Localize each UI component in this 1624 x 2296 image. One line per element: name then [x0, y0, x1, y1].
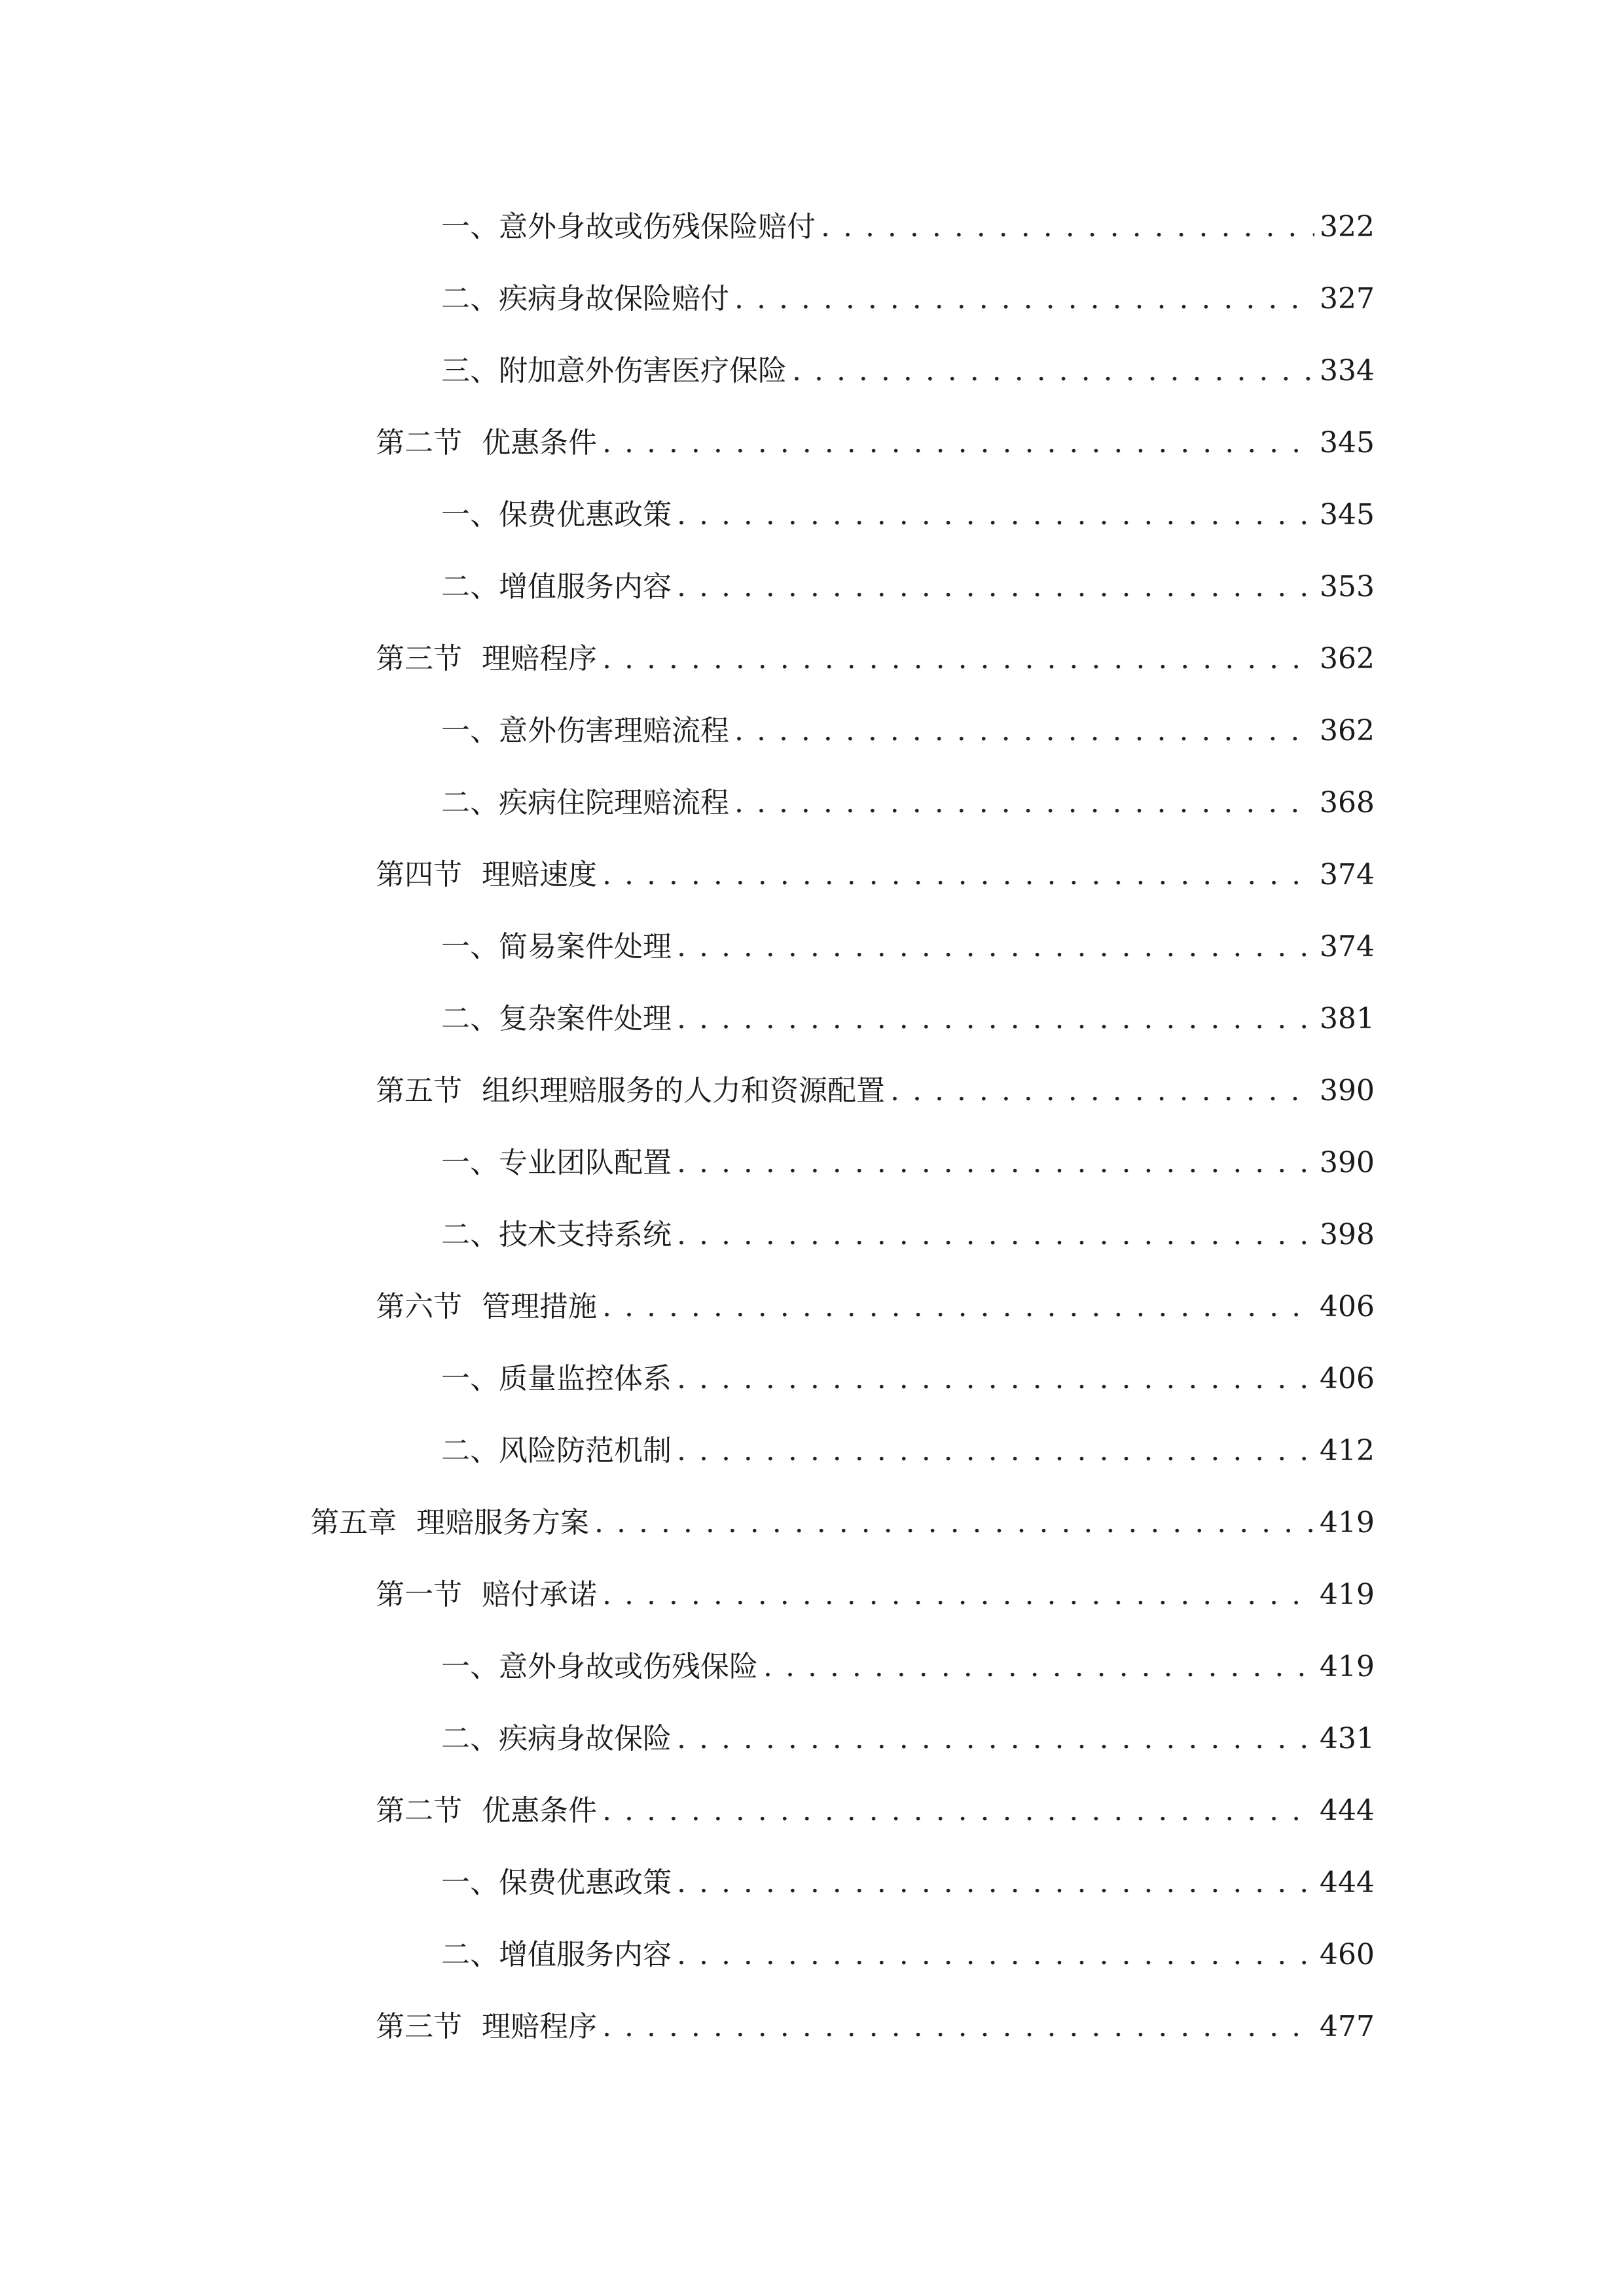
dot-leader: [594, 1497, 1314, 1549]
entry-number: 第二节: [376, 1794, 462, 1827]
toc-entry[interactable]: [376, 1785, 1375, 1837]
entry-title: 意外身故或伤残保险赔付: [499, 210, 816, 243]
toc-entry[interactable]: [376, 2001, 1375, 2053]
toc-entry[interactable]: [376, 849, 1375, 901]
page-number: 368: [1320, 786, 1375, 819]
page-number: 419: [1320, 1506, 1375, 1539]
dot-leader: [763, 1641, 1314, 1693]
dot-leader: [677, 1137, 1314, 1189]
entry-title: 理赔程序: [482, 642, 597, 675]
toc-entry[interactable]: [376, 1569, 1375, 1621]
toc-entry[interactable]: [441, 345, 1375, 397]
entry-number: 第五节: [376, 1074, 462, 1107]
page-number: 412: [1320, 1434, 1375, 1467]
dot-leader: [734, 705, 1314, 757]
page-number: 362: [1320, 642, 1375, 675]
entry-title: 意外身故或伤残保险: [499, 1650, 758, 1683]
page-number: 390: [1320, 1074, 1375, 1107]
page-number: 406: [1320, 1362, 1375, 1395]
entry-number: 一、: [441, 1650, 499, 1683]
dot-leader: [677, 921, 1314, 973]
entry-title: 优惠条件: [482, 426, 597, 459]
dot-leader: [602, 417, 1314, 469]
entry-number: 第五章: [310, 1506, 397, 1539]
entry-title: 理赔程序: [482, 2010, 597, 2043]
entry-title: 附加意外伤害医疗保险: [499, 354, 787, 387]
toc-entry[interactable]: [441, 1857, 1375, 1909]
entry-title: 增值服务内容: [499, 1938, 672, 1971]
entry-number: 二、: [441, 1218, 499, 1251]
entry-title: 复杂案件处理: [499, 1002, 672, 1035]
dot-leader: [677, 1353, 1314, 1405]
toc-entry[interactable]: [441, 1425, 1375, 1477]
toc-entry[interactable]: [310, 1497, 1375, 1549]
entry-title: 专业团队配置: [499, 1146, 672, 1179]
page-number: 444: [1320, 1794, 1375, 1827]
page-number: 322: [1320, 210, 1375, 243]
entry-number: 一、: [441, 498, 499, 531]
page-number: 374: [1320, 858, 1375, 891]
entry-number: 一、: [441, 930, 499, 963]
page-number: 477: [1320, 2010, 1375, 2043]
entry-number: 第三节: [376, 642, 462, 675]
dot-leader: [677, 1713, 1314, 1765]
toc-entry[interactable]: [441, 777, 1375, 829]
page-number: 406: [1320, 1290, 1375, 1323]
entry-number: 一、: [441, 1362, 499, 1395]
dot-leader: [602, 1785, 1314, 1837]
entry-title: 优惠条件: [482, 1794, 597, 1827]
dot-leader: [677, 1857, 1314, 1909]
entry-number: 第二节: [376, 426, 462, 459]
toc-entry[interactable]: [441, 1713, 1375, 1765]
entry-number: 二、: [441, 1722, 499, 1755]
entry-number: 第六节: [376, 1290, 462, 1323]
page-number: 334: [1320, 354, 1375, 387]
page-number: 374: [1320, 930, 1375, 963]
dot-leader: [792, 345, 1314, 397]
entry-title: 质量监控体系: [499, 1362, 672, 1395]
page-number: 381: [1320, 1002, 1375, 1035]
page-number: 345: [1320, 498, 1375, 531]
entry-number: 第三节: [376, 2010, 462, 2043]
entry-title: 理赔速度: [482, 858, 597, 891]
page-number: 353: [1320, 570, 1375, 603]
toc-entry[interactable]: [441, 1209, 1375, 1261]
toc-entry[interactable]: [441, 201, 1375, 253]
entry-number: 一、: [441, 714, 499, 747]
entry-number: 二、: [441, 786, 499, 819]
entry-title: 保费优惠政策: [499, 1866, 672, 1899]
entry-title: 组织理赔服务的人力和资源配置: [482, 1074, 885, 1107]
entry-title: 疾病身故保险: [499, 1722, 672, 1755]
entry-number: 二、: [441, 1434, 499, 1467]
toc-entry[interactable]: [376, 1065, 1375, 1117]
entry-number: 三、: [441, 354, 499, 387]
page-number: 419: [1320, 1578, 1375, 1611]
dot-leader: [890, 1065, 1314, 1117]
toc-entry[interactable]: [441, 1353, 1375, 1405]
page-number: 444: [1320, 1866, 1375, 1899]
dot-leader: [734, 273, 1314, 325]
toc-entry[interactable]: [441, 993, 1375, 1045]
entry-number: 一、: [441, 1146, 499, 1179]
page-number: 362: [1320, 714, 1375, 747]
entry-title: 技术支持系统: [499, 1218, 672, 1251]
dot-leader: [602, 1569, 1314, 1621]
entry-number: 二、: [441, 1938, 499, 1971]
dot-leader: [677, 993, 1314, 1045]
entry-number: 二、: [441, 282, 499, 315]
dot-leader: [602, 633, 1314, 685]
page-number: 431: [1320, 1722, 1375, 1755]
entry-title: 疾病住院理赔流程: [499, 786, 729, 819]
entry-number: 一、: [441, 210, 499, 243]
entry-title: 理赔服务方案: [416, 1506, 589, 1539]
toc-entry[interactable]: [441, 273, 1375, 325]
entry-title: 增值服务内容: [499, 570, 672, 603]
dot-leader: [602, 2001, 1314, 2053]
dot-leader: [602, 1281, 1314, 1333]
dot-leader: [734, 777, 1314, 829]
entry-title: 疾病身故保险赔付: [499, 282, 729, 315]
entry-title: 风险防范机制: [499, 1434, 672, 1467]
toc-entry[interactable]: [441, 1929, 1375, 1981]
entry-number: 第四节: [376, 858, 462, 891]
entry-title: 意外伤害理赔流程: [499, 714, 729, 747]
entry-number: 二、: [441, 1002, 499, 1035]
dot-leader: [677, 1425, 1314, 1477]
entry-number: 二、: [441, 570, 499, 603]
entry-title: 保费优惠政策: [499, 498, 672, 531]
entry-title: 管理措施: [482, 1290, 597, 1323]
dot-leader: [677, 561, 1314, 613]
entry-title: 赔付承诺: [482, 1578, 597, 1611]
dot-leader: [677, 1209, 1314, 1261]
toc-entry[interactable]: [441, 705, 1375, 757]
toc-entry[interactable]: [441, 561, 1375, 613]
page-number: 419: [1320, 1650, 1375, 1683]
toc-entry[interactable]: [376, 633, 1375, 685]
entry-number: 第一节: [376, 1578, 462, 1611]
toc-entry[interactable]: [376, 417, 1375, 469]
page-number: 327: [1320, 282, 1375, 315]
page-number: 460: [1320, 1938, 1375, 1971]
page-number: 398: [1320, 1218, 1375, 1251]
toc-entry[interactable]: [441, 1641, 1375, 1693]
page-number: 345: [1320, 426, 1375, 459]
toc-entry[interactable]: [376, 1281, 1375, 1333]
dot-leader: [821, 201, 1314, 253]
dot-leader: [677, 1929, 1314, 1981]
toc-entry[interactable]: [441, 1137, 1375, 1189]
entry-title: 简易案件处理: [499, 930, 672, 963]
page-number: 390: [1320, 1146, 1375, 1179]
entry-number: 一、: [441, 1866, 499, 1899]
toc-entry[interactable]: [441, 489, 1375, 541]
toc-entry[interactable]: [441, 921, 1375, 973]
dot-leader: [602, 849, 1314, 901]
dot-leader: [677, 489, 1314, 541]
